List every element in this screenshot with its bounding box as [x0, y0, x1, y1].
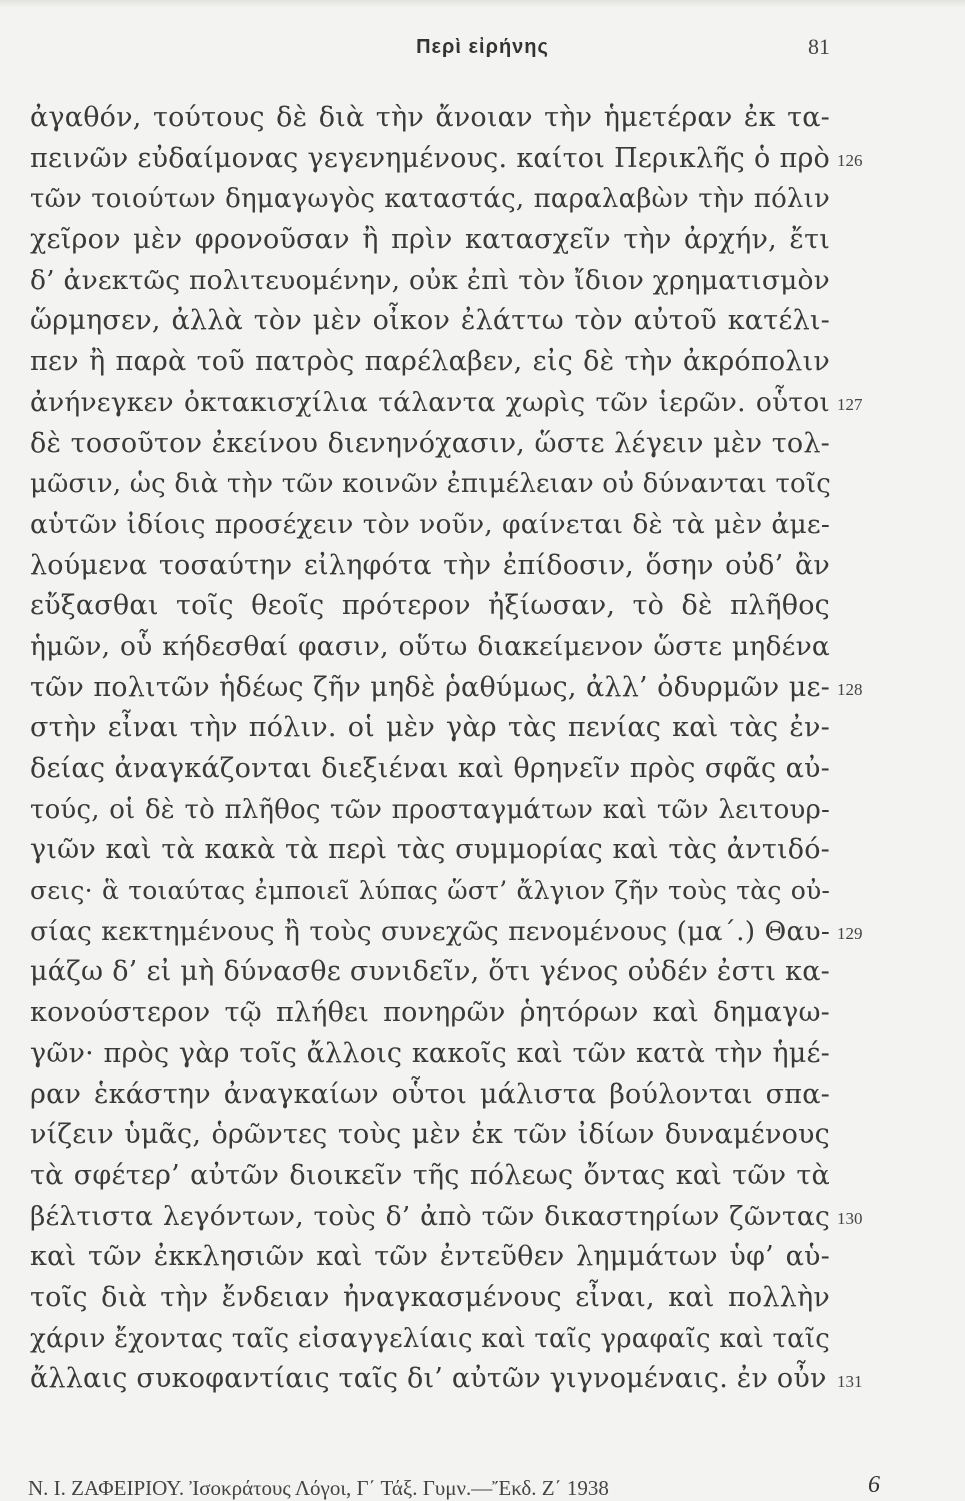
text-line: δὲ τοσοῦτον ἐκείνου διενηνόχασιν, ὥστε λέγειν μὲν τολ- — [30, 427, 830, 459]
text-line: μῶσιν, ὡς διὰ τὴν τῶν κοινῶν ἐπιμέλειαν οὐ δύνανται τοῖς — [30, 469, 832, 500]
text-line: ἄλλαις συκοφαντίαις ταῖς δι’ αὐτῶν γιγνομέναις. ἐν οὖν — [30, 1363, 827, 1395]
section-number: 130 — [837, 1208, 863, 1228]
section-number: 128 — [837, 679, 863, 699]
page-edge-shadow — [0, 0, 965, 8]
text-line: καὶ τῶν ἐκκλησιῶν καὶ τῶν ἐντεῦθεν λημμάτων ὑφ’ αὑ- — [30, 1241, 830, 1273]
running-title: Περὶ εἰρήνης — [416, 36, 549, 58]
section-number: 129 — [837, 924, 863, 943]
text-line: τούς, οἱ δὲ τὸ πλῆθος τῶν προσταγμάτων καὶ τῶν λειτουρ- — [30, 794, 830, 825]
text-line: γιῶν καὶ τὰ κακὰ τὰ περὶ τὰς συμμορίας καὶ τὰς ἀντιδό- — [30, 834, 830, 866]
text-line: σεις· ἃ τοιαύτας ἐμποιεῖ λύπας ὥστ’ ἄλγιον ζῆν τοὺς τὰς οὐ- — [30, 876, 830, 906]
page-number: 81 — [808, 34, 830, 59]
text-line: πεινῶν εὐδαίμονας γεγενημένους. καίτοι Περικλῆς ὁ πρὸ — [30, 142, 830, 174]
text-line: ραν ἑκάστην ἀναγκαίων οὗτοι μάλιστα βούλονται σπα- — [30, 1078, 830, 1110]
text-line: ἀγαθόν, τούτους δὲ διὰ τὴν ἄνοιαν τὴν ἡμετέραν ἐκ τα- — [30, 102, 830, 133]
text-line: αὑτῶν ἰδίοις προσέχειν τὸν νοῦν, φαίνεται δὲ τὰ μὲν ἀμε- — [30, 508, 830, 540]
text-line: εὔξασθαι τοῖς θεοῖς πρότερον ἠξίωσαν, τὸ δὲ πλῆθος — [30, 590, 830, 622]
text-line: χεῖρον μὲν φρονοῦσαν ἢ πρὶν κατασχεῖν τὴν ἀρχήν, ἔτι — [30, 224, 830, 256]
text-line: νίζειν ὑμᾶς, ὁρῶντες τοὺς μὲν ἐκ τῶν ἰδίων δυναμένους — [30, 1119, 830, 1151]
text-line: ἡμῶν, οὗ κήδεσθαί φασιν, οὕτω διακείμενον ὥστε μηδένα — [30, 630, 830, 662]
text-line: βέλτιστα λεγόντων, τοὺς δ’ ἀπὸ τῶν δικαστηρίων ζῶντας — [30, 1200, 830, 1232]
text-line: τῶν τοιούτων δημαγωγὸς καταστάς, παραλαβὼν τὴν πόλιν — [30, 184, 830, 215]
text-line: πεν ἢ παρὰ τοῦ πατρὸς παρέλαβεν, εἰς δὲ τὴν ἀκρόπολιν — [30, 346, 830, 378]
section-number: 131 — [837, 1371, 863, 1391]
section-number: 127 — [837, 394, 863, 414]
text-line: δ’ ἀνεκτῶς πολιτευομένην, οὐκ ἐπὶ τὸν ἴδιον χρηματισμὸν — [30, 264, 830, 296]
text-line: γῶν· πρὸς γὰρ τοῖς ἄλλοις κακοῖς καὶ τῶν κατὰ τὴν ἡμέ- — [30, 1037, 830, 1069]
section-number: 126 — [837, 150, 863, 170]
text-line: χάριν ἔχοντας ταῖς εἰσαγγελίαις καὶ ταῖς γραφαῖς καὶ ταῖς — [30, 1323, 830, 1354]
text-line: στὴν εἶναι τὴν πόλιν. οἱ μὲν γὰρ τὰς πενίας καὶ τὰς ἐν- — [30, 712, 830, 744]
text-line: τοῖς διὰ τὴν ἔνδειαν ἠναγκασμένους εἶναι, καὶ πολλὴν — [30, 1281, 830, 1313]
text-line: τῶν πολιτῶν ἡδέως ζῆν μηδὲ ῥαθύμως, ἀλλ’ ὀδυρμῶν με- — [30, 671, 830, 703]
text-line: κονούστερον τῷ πλήθει πονηρῶν ῥητόρων καὶ δημαγω- — [30, 997, 830, 1029]
body-text — [30, 98, 830, 1400]
text-line: μάζω δ’ εἰ μὴ δύνασθε συνιδεῖν, ὅτι γένος οὐδέν ἐστι κα- — [30, 956, 830, 988]
text-line: λούμενα τοσαύτην εἰληφότα τὴν ἐπίδοσιν, ὅσην οὐδ’ ἂν — [30, 549, 830, 581]
text-line: σίας κεκτημένους ἢ τοὺς συνεχῶς πενομένους (μα΄.) Θαυ- — [30, 915, 830, 947]
text-line: τὰ σφέτερ’ αὐτῶν διοικεῖν τῆς πόλεως ὄντας καὶ τῶν τὰ — [30, 1159, 830, 1191]
signature-mark: 6 — [868, 1472, 880, 1498]
text-line: ὥρμησεν, ἀλλὰ τὸν μὲν οἶκον ἐλάττω τὸν αὐτοῦ κατέλι- — [30, 305, 830, 337]
footer-imprint: Ν. Ι. ΖΑΦΕΙΡΙΟΥ. Ἰσοκράτους Λόγοι, Γ΄ Τάξ. Γυμν.—Ἔκδ. Ζ΄ 1938 — [28, 1476, 609, 1500]
text-line: ἀνήνεγκεν ὀκτακισχίλια τάλαντα χωρὶς τῶν ἱερῶν. οὗτοι — [30, 386, 830, 418]
text-line: δείας ἀναγκάζονται διεξιέναι καὶ θρηνεῖν πρὸς σφᾶς αὐ- — [30, 753, 830, 784]
